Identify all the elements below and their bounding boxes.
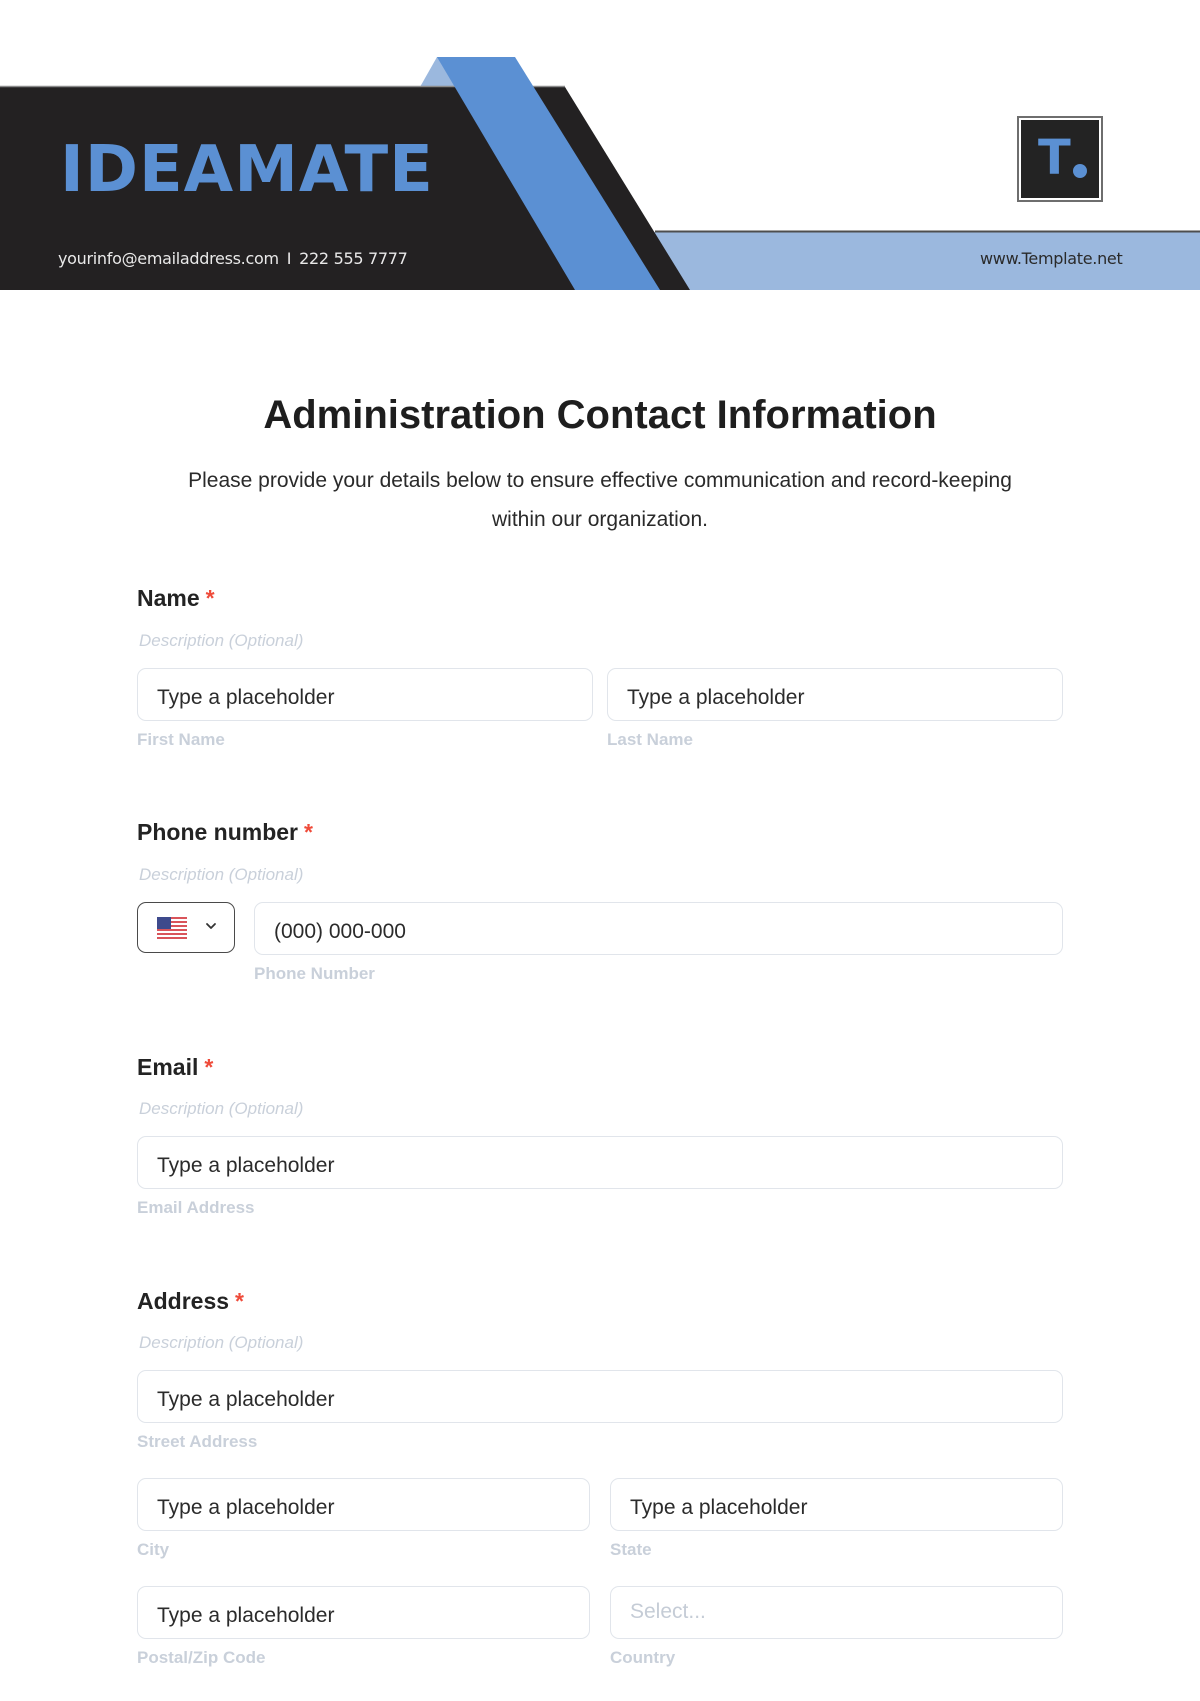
email-label bbox=[137, 1052, 213, 1082]
phone-label bbox=[137, 817, 313, 847]
address-label bbox=[137, 1286, 244, 1316]
last-name-input[interactable]: Type a placeholder bbox=[607, 668, 1063, 721]
city-input[interactable]: Type a placeholder bbox=[137, 1478, 590, 1531]
name-label-text: Name bbox=[137, 585, 200, 611]
last-name-helper: Last Name bbox=[607, 730, 693, 749]
first-name-input[interactable]: Type a placeholder bbox=[137, 668, 593, 721]
logo-box bbox=[1021, 120, 1099, 198]
logo-letter: T bbox=[1038, 130, 1071, 186]
zip-code-input[interactable]: Type a placeholder bbox=[137, 1586, 590, 1639]
name-description: Description (Optional) bbox=[139, 631, 304, 650]
required-asterisk: * bbox=[235, 1288, 244, 1314]
required-asterisk: * bbox=[204, 1054, 214, 1080]
phone-number-helper: Phone Number bbox=[254, 964, 375, 983]
email-label-text: Email bbox=[137, 1054, 199, 1080]
address-label-text: Address bbox=[137, 1288, 230, 1314]
page-title: Administration Contact Information bbox=[263, 393, 937, 437]
address-description: Description (Optional) bbox=[139, 1333, 304, 1352]
page-subtitle: Please provide your details below to ensure effective communication and record-keeping within our organization. bbox=[188, 469, 1012, 531]
header-separator: I bbox=[286, 249, 292, 268]
email-helper: Email Address bbox=[137, 1198, 255, 1217]
header-phone: 222 555 7777 bbox=[299, 249, 408, 268]
country-helper: Country bbox=[610, 1648, 676, 1667]
us-flag-icon bbox=[157, 917, 187, 939]
phone-description: Description (Optional) bbox=[139, 865, 304, 884]
first-name-helper: First Name bbox=[137, 730, 225, 749]
state-helper: State bbox=[610, 1540, 652, 1559]
phone-label-text: Phone number bbox=[137, 819, 299, 845]
street-address-helper: Street Address bbox=[137, 1432, 258, 1451]
logo-dot-icon bbox=[1073, 164, 1087, 178]
required-asterisk: * bbox=[304, 819, 313, 845]
page-header bbox=[0, 0, 1200, 300]
city-helper: City bbox=[137, 1540, 170, 1559]
name-label bbox=[137, 583, 215, 613]
country-code-dropdown[interactable] bbox=[137, 902, 235, 953]
email-input[interactable]: Type a placeholder bbox=[137, 1136, 1063, 1189]
state-input[interactable]: Type a placeholder bbox=[610, 1478, 1063, 1531]
country-select[interactable]: Select... bbox=[610, 1586, 1063, 1639]
email-description: Description (Optional) bbox=[139, 1099, 304, 1118]
phone-number-input[interactable]: (000) 000-000 bbox=[254, 902, 1063, 955]
header-email: yourinfo@emailaddress.com bbox=[58, 249, 279, 268]
zip-code-helper: Postal/Zip Code bbox=[137, 1648, 266, 1667]
required-asterisk: * bbox=[205, 585, 215, 611]
street-address-input[interactable]: Type a placeholder bbox=[137, 1370, 1063, 1423]
header-contact bbox=[58, 247, 408, 271]
brand-name: IDEAMATE bbox=[60, 133, 434, 207]
chevron-down-icon bbox=[204, 919, 218, 933]
template-logo bbox=[1017, 116, 1103, 202]
header-website: www.Template.net bbox=[980, 249, 1123, 268]
